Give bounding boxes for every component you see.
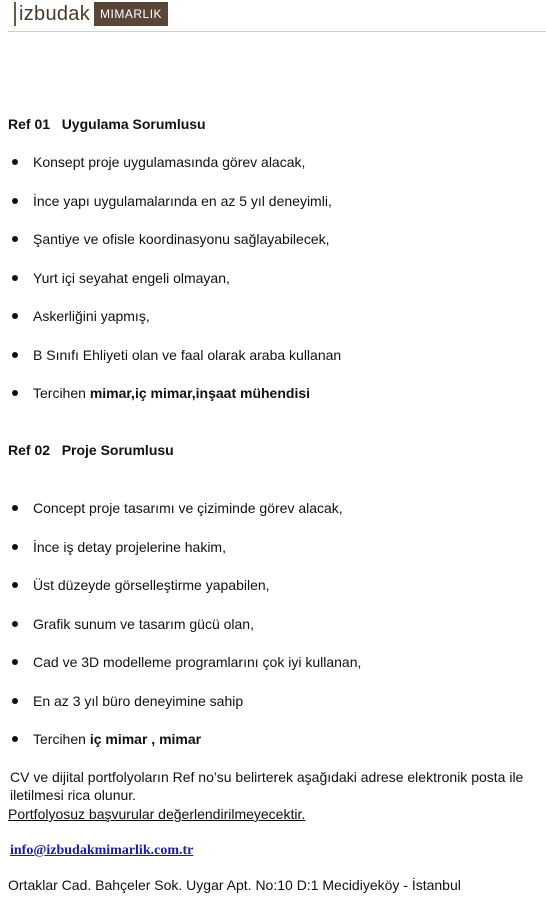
list-item [0,230,546,269]
list-item [0,499,546,538]
list-item-label: Concept proje tasarımı ve çiziminde görev alacak, [33,500,343,516]
list-item-label: En az 3 yıl büro deneyimine sahip [33,692,244,709]
list-item-text [33,499,343,517]
ref2-list [0,499,546,769]
list-item [0,653,546,692]
list-item [0,153,546,192]
list-item-label: B Sınıfı Ehliyeti olan ve faal olarak araba kullanan [33,346,342,363]
bullet-icon [12,390,18,396]
logo-box: MIMARLIK [94,2,168,26]
bullet-icon [12,544,18,550]
list-item [0,269,546,308]
list-item-label: İnce iş detay projelerine hakim, [33,538,226,555]
bullet-icon [12,621,18,627]
bullet-icon [12,505,18,511]
bullet-icon [12,236,18,242]
list-item-text [33,653,361,671]
list-item [0,615,546,654]
page-header [8,0,546,32]
list-item-label: Konsept proje uygulamasında görev alacak, [33,154,306,170]
list-item-label: Cad ve 3D modelleme programlarını çok iyi kullanan, [33,654,362,670]
application-note: CV ve dijital portfolyoların Ref no’su belirterek aşağıdaki adrese elektronik posta ile iletilmesi rica olunur. [10,769,524,803]
list-item-text [33,153,305,171]
bullet-icon [12,159,18,165]
list-item-label: Grafik sunum ve tasarım gücü olan, [33,615,254,632]
list-item-text [33,192,332,210]
list-item [0,192,546,231]
office-address: Ortaklar Cad. Bahçeler Sok. Uygar Apt. No:10 D:1 Mecidiyeköy - İstanbul [8,877,461,893]
preferred-roles: iç mimar , mimar [89,731,202,747]
list-item [0,576,546,615]
list-item-label: Üst düzeyde görselleştirme yapabilen, [33,577,270,593]
list-item-label: Askerliğini yapmış, [33,308,150,324]
portfolio-warning: Portfolyosuz başvurular değerlendirilmeyecektir. [8,806,306,822]
list-item-text [33,615,254,633]
ref1-title: Ref 01 Uygulama Sorumlusu [8,116,206,132]
list-item-label: İnce yapı uygulamalarında en az 5 yıl deneyimli, [33,192,332,209]
bullet-icon [12,582,18,588]
list-item [0,346,546,385]
contact-email-link[interactable]: info@izbudakmimarlik.com.tr [10,843,194,858]
list-item-label: Tercihen [33,385,90,401]
list-item-text [33,307,150,325]
list-item-label: Yurt içi seyahat engeli olmayan, [33,269,230,286]
bullet-icon [12,659,18,665]
bullet-icon [12,313,18,319]
list-item [0,384,546,423]
list-item [0,538,546,577]
bullet-icon [12,736,18,742]
list-item-label: Şantiye ve ofisle koordinasyonu sağlayabilecek, [33,231,330,247]
list-item [0,730,546,769]
ref1-list [0,153,546,423]
bullet-icon [12,198,18,204]
list-item-text [33,692,243,710]
list-item-text [33,346,341,364]
bullet-icon [12,698,18,704]
bullet-icon [12,352,18,358]
list-item [0,307,546,346]
list-item [0,692,546,731]
list-item-text [33,538,226,556]
logo-bar [14,2,16,26]
list-item-text [33,576,270,594]
list-item-text [33,269,230,287]
logo-name: izbudak [19,3,91,25]
list-item-text [33,730,201,748]
company-logo[interactable] [14,2,168,26]
list-item-label: Tercihen [33,731,90,747]
bullet-icon [12,275,18,281]
list-item-text [33,384,310,402]
preferred-roles: mimar,iç mimar,inşaat mühendisi [89,385,311,401]
ref2-title: Ref 02 Proje Sorumlusu [8,442,174,458]
list-item-text [33,230,330,248]
